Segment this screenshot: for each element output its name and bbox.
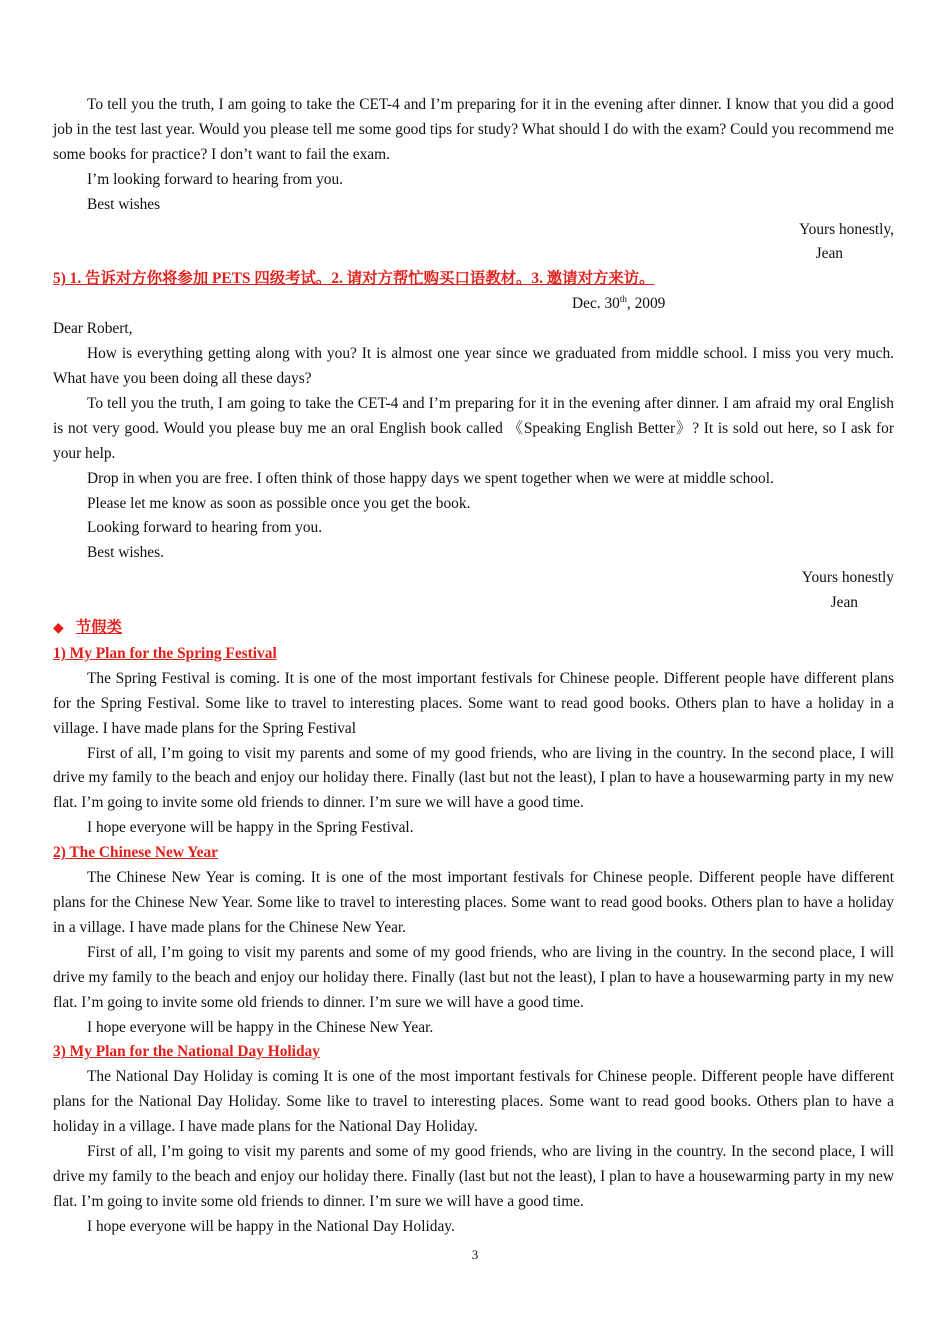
diamond-bullet-icon: ◆ — [53, 621, 64, 637]
letter2-salutation: Dear Robert, — [53, 320, 133, 338]
letter1-paragraph: To tell you the truth, I am going to take the CET-4 and I’m preparing for it in the evening after dinner. I know that you did a good job in the test last year. Would you please tell me some good tips for study? What should I do with the exam? Could you recommend me some books for practice? I don’t want to fail the exam. — [53, 96, 894, 163]
letter1-forward: I’m looking forward to hearing from you. — [87, 170, 344, 188]
essay-heading-text: 1) My Plan for the Spring Festival — [53, 644, 277, 662]
holiday-section-title — [53, 616, 894, 642]
letter2-paragraph-3: Drop in when you are free. I often think of those happy days we spent together when we were at middle school. — [87, 469, 774, 487]
page-number: 3 — [471, 1247, 479, 1262]
essay-heading-text: 2) The Chinese New Year — [53, 844, 219, 862]
task5-heading-text: 5) 1. 告诉对方你将参加 PETS 四级考试。2. 请对方帮忙购买口语教材。3. 邀请对方来访。 — [53, 270, 655, 288]
essay2-paragraph-3: I hope everyone will be happy in the Chinese New Year. — [87, 1018, 434, 1036]
essay-heading-1 — [53, 642, 894, 667]
section-title-text: 节假类 — [75, 619, 122, 637]
essay-heading-text: 3) My Plan for the National Day Holiday — [53, 1043, 320, 1061]
essay3-paragraph-1: The National Day Holiday is coming It is one of the most important festivals for Chinese people. Different people have different plans for the National Day Holiday. Some like to travel to interesting places. Some want to read good books. Others plan to have a holiday in a village. I have made plans for the National Day Holiday. — [53, 1068, 894, 1136]
essay2-paragraph-2: First of all, I’m going to visit my parents and some of my good friends, who are living in the country. In the second place, I will drive my family to the beach and enjoy our holiday there. Finally (last but not the least), I plan to have a housewarming party in my new flat. I’m going to invite some old friends to dinner. I’m sure we will have a good time. — [53, 943, 894, 1011]
letter1-closing: Yours honestly, — [799, 220, 894, 238]
letter2-signature: Jean — [830, 594, 858, 612]
letter2-paragraph-1: How is everything getting along with you? It is almost one year since we graduated from middle school. I miss you very much. What have you been doing all these days? — [53, 345, 894, 387]
letter2-closing: Yours honestly — [801, 569, 894, 587]
letter1-wishes: Best wishes — [87, 195, 161, 213]
essay1-paragraph-2: First of all, I’m going to visit my parents and some of my good friends, who are living in the country. In the second place, I will drive my family to the beach and enjoy our holiday there. Finally (last but not the least), I plan to have a housewarming party in my new flat. I’m going to invite some old friends to dinner. I’m sure we will have a good time. — [53, 744, 894, 812]
essay1-paragraph-3: I hope everyone will be happy in the Spring Festival. — [87, 819, 414, 837]
letter2-date — [53, 292, 894, 317]
date-suffix: , 2009 — [626, 295, 666, 313]
document-page — [53, 93, 894, 1240]
letter1-signature: Jean — [815, 245, 843, 263]
letter2-paragraph-2: To tell you the truth, I am going to take the CET-4 and I’m preparing for it in the evening after dinner. I am afraid my oral English is not very good. Would you please buy me an oral English book called 《Speaking English Better》? It is sold out here, so I ask for your help. — [53, 394, 894, 462]
essay3-paragraph-3: I hope everyone will be happy in the National Day Holiday. — [87, 1217, 455, 1235]
task5-heading — [53, 267, 894, 292]
letter2-wishes: Best wishes. — [87, 544, 164, 562]
letter2-paragraph-5: Looking forward to hearing from you. — [87, 519, 323, 537]
essay2-paragraph-1: The Chinese New Year is coming. It is one of the most important festivals for Chinese people. Different people have different plans for the Chinese New Year. Some like to travel to interesting places. Some want to read good books. Others plan to have a holiday in a village. I have made plans for the Chinese New Year. — [53, 869, 894, 936]
essay3-paragraph-2: First of all, I’m going to visit my parents and some of my good friends, who are living in the country. In the second place, I will drive my family to the beach and enjoy our holiday there. Finally (last but not the least), I plan to have a housewarming party in my new flat. I’m going to invite some old friends to dinner. I’m sure we will have a good time. — [53, 1143, 894, 1210]
essay-heading-3 — [53, 1040, 894, 1065]
date-prefix: Dec. 30 — [572, 295, 620, 313]
letter2-paragraph-4: Please let me know as soon as possible once you get the book. — [87, 494, 471, 512]
essay1-paragraph-1: The Spring Festival is coming. It is one of the most important festivals for Chinese people. Different people have different plans for the Spring Festival. Some like to travel to interesting places. Some want to read good books. Others plan to have a holiday in a village. I have made plans for the Spring Festival — [53, 669, 894, 737]
essay-heading-2 — [53, 841, 894, 866]
date-sup: th — [619, 294, 627, 305]
